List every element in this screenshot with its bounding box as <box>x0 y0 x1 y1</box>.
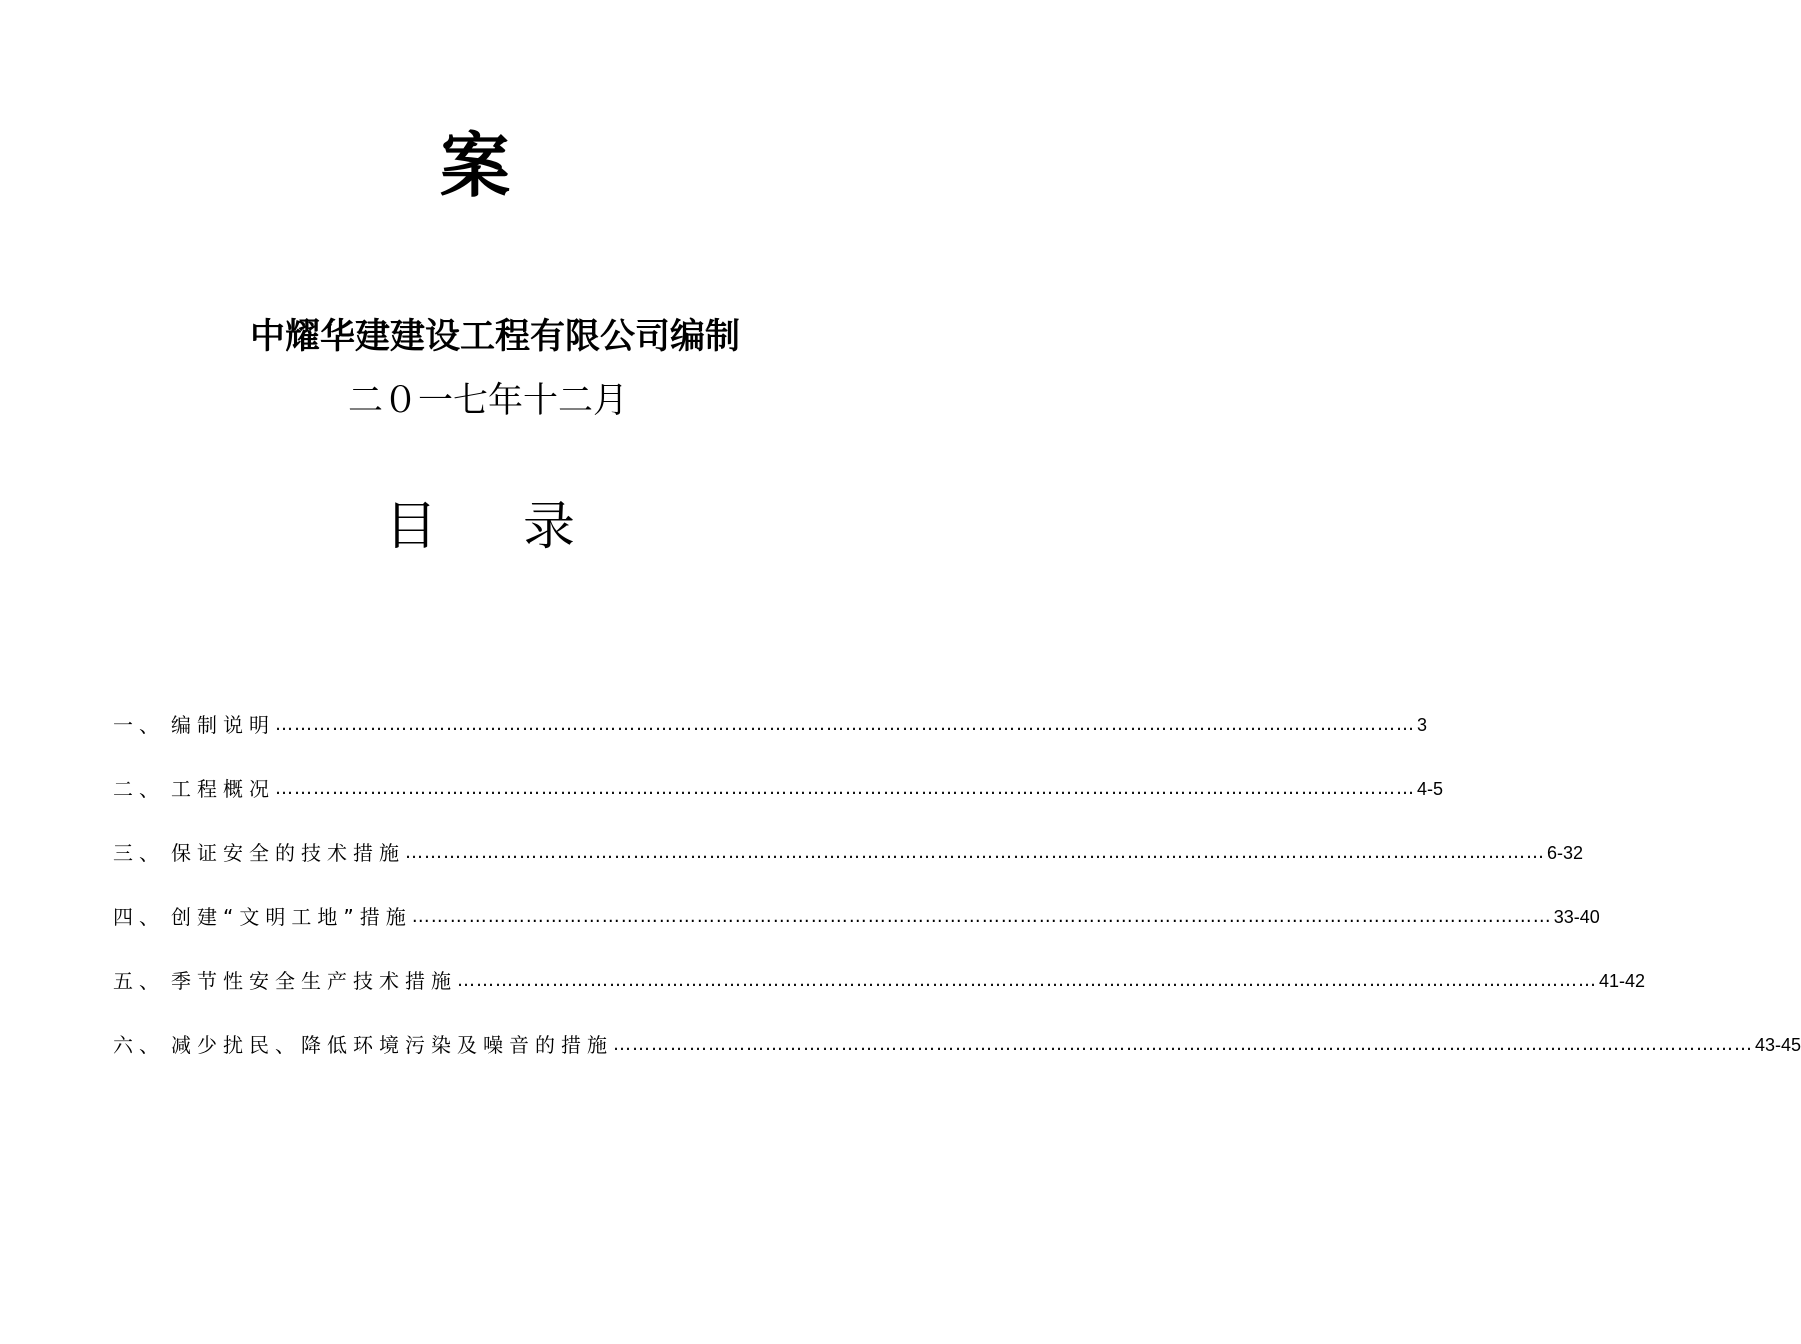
toc-entry <box>113 1025 1801 1089</box>
toc-dot-leader: ……………………………………………………………………………………………………………………………………………………………… <box>405 842 1545 863</box>
company-name: 中耀华建建设工程有限公司编制 <box>250 317 741 357</box>
toc-dot-leader: ……………………………………………………………………………………………………………………………………………………………… <box>457 970 1597 991</box>
toc-entry-number: 六、 <box>113 1033 165 1057</box>
toc-entry-title: 编制说明 <box>171 713 275 737</box>
toc-entry <box>113 769 1444 833</box>
toc-entry <box>113 897 1600 961</box>
document-date: 二０一七年十二月 <box>348 381 629 421</box>
toc-entry-title: 保证安全的技术措施 <box>171 841 405 865</box>
toc-dot-leader: ……………………………………………………………………………………………………………………………………………………………… <box>275 714 1415 735</box>
toc-heading-char-1: 目 <box>385 497 438 557</box>
table-of-contents <box>113 705 1801 1089</box>
toc-dot-leader: ……………………………………………………………………………………………………………………………………………………………… <box>275 778 1415 799</box>
toc-entry <box>113 705 1428 769</box>
toc-entry-number: 三、 <box>113 841 165 865</box>
cover-title-char: 案 <box>440 124 510 207</box>
toc-entry-title: 季节性安全生产技术措施 <box>171 969 457 993</box>
toc-heading-char-2: 录 <box>523 497 576 557</box>
toc-dot-leader: ……………………………………………………………………………………………………………………………………………………………… <box>613 1034 1753 1055</box>
toc-entry-page: 4-5 <box>1417 779 1444 799</box>
toc-entry <box>113 961 1646 1025</box>
toc-heading <box>385 492 575 562</box>
toc-entry-title: 创建“文明工地”措施 <box>171 905 412 929</box>
toc-entry <box>113 833 1584 897</box>
toc-entry-number: 四、 <box>113 905 165 929</box>
toc-entry-number: 二、 <box>113 777 165 801</box>
toc-entry-page: 41-42 <box>1599 971 1646 991</box>
toc-entry-title: 减少扰民、降低环境污染及噪音的措施 <box>171 1033 613 1057</box>
toc-entry-page: 43-45 <box>1755 1035 1801 1055</box>
toc-entry-page: 6-32 <box>1547 843 1584 863</box>
toc-entry-number: 一、 <box>113 713 165 737</box>
toc-dot-leader: ……………………………………………………………………………………………………………………………………………………………… <box>411 906 1552 927</box>
toc-entry-page: 3 <box>1417 715 1428 735</box>
toc-entry-number: 五、 <box>113 969 165 993</box>
toc-entry-page: 33-40 <box>1553 907 1600 927</box>
toc-entry-title: 工程概况 <box>171 777 275 801</box>
